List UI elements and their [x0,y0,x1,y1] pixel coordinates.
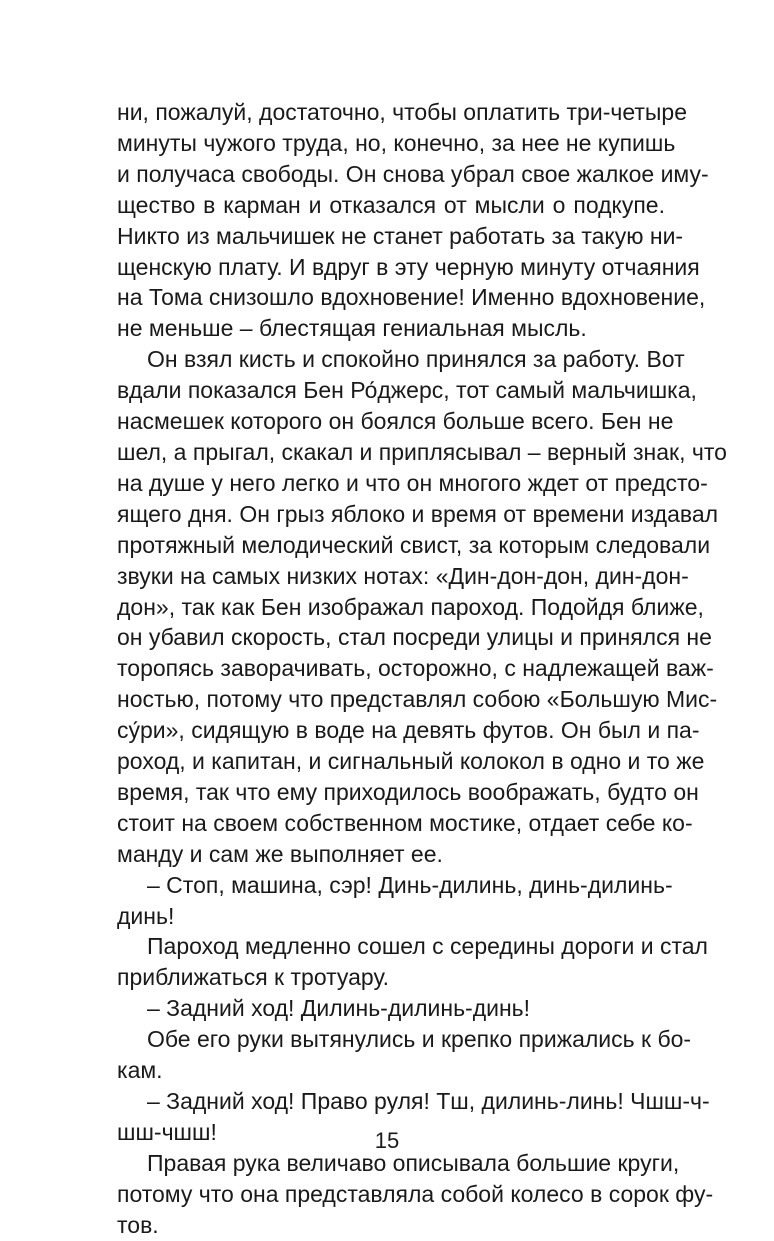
text-line: время, так что ему приходилось воображать, будто он [117,778,699,805]
text-line: не меньше – блестящая гениальная мысль. [117,315,587,342]
text-line: вдали показался Бен Ро́джерс, тот самый мальчишка, [117,377,697,404]
text-line: стоит на своем собственном мостике, отдает себе ко- [117,809,693,836]
text-line: щество в карман и отказался от мысли о подкупе. [117,191,665,218]
paragraph [117,931,708,993]
text-line: – Задний ход! Дилинь-дилинь-динь! [147,995,531,1022]
text-line: Обе его руки вытянулись и крепко прижались к бо- [147,1026,692,1053]
paragraph [117,344,727,869]
text-line: на Тома снизошло вдохновение! Именно вдохновение, [117,284,706,311]
text-line: щенскую плату. И вдруг в эту черную минуту отчаяния [117,253,700,280]
text-line: шел, а прыгал, скакал и приплясывал – верный знак, что [117,438,727,465]
text-line: звуки на самых низких нотах: «Дин-дон-дон, дин-дон- [117,562,689,589]
text-line: Никто из мальчишек не станет работать за такую ни- [117,222,684,249]
text-line: кам. [117,1057,163,1084]
text-line: потому что она представляла собой колесо в сорок фу- [117,1180,714,1207]
text-line: – Стоп, машина, сэр! Динь-дилинь, динь-дилинь- [147,871,673,898]
paragraph [117,1024,692,1086]
text-line: манду и сам же выполняет ее. [117,840,443,867]
text-line: дон», так как Бен изображал пароход. Подойдя ближе, [117,593,704,620]
text-line: торопясь заворачивать, осторожно, с надлежащей важ- [117,655,714,682]
text-line: приближаться к тротуару. [117,964,390,991]
text-line: ностью, потому что представлял собою «Большую Мис- [117,686,718,713]
text-line: на душе у него легко и что он многого ждет от предсто- [117,469,708,496]
text-line: Пароход медленно сошел с середины дороги и стал [147,933,708,960]
text-line: су́ри», сидящую в воде на девять футов. Он был и па- [117,717,700,744]
text-line: протяжный мелодический свист, за которым следовали [117,531,711,558]
paragraph [117,97,709,344]
text-line: роход, и капитан, и сигнальный колокол в одно и то же [117,748,705,775]
page-number: 15 [374,1128,400,1153]
text-line: ящего дня. Он грыз яблоко и время от времени издавал [117,500,719,527]
text-line: Правая рука величаво описывала большие круги, [147,1149,680,1176]
text-line: ни, пожалуй, достаточно, чтобы оплатить три-четыре [117,99,688,125]
text-line: динь! [117,902,175,929]
text-line: и получаса свободы. Он снова убрал свое жалкое иму- [117,160,709,187]
body-text [117,97,727,1241]
paragraph [117,870,673,932]
text-line: минуты чужого труда, но, конечно, за нее не купишь [117,129,676,156]
text-line: – Задний ход! Право руля! Тш, дилинь-линь! Чшш-ч- [147,1088,710,1114]
text-line: насмешек которого он боялся больше всего. Бен не [117,408,674,435]
text-line: шш-чшш! [117,1118,217,1145]
text-line: тов. [117,1211,159,1238]
paragraph [117,993,665,1024]
paragraph [117,1148,714,1241]
text-line: Он взял кисть и спокойно принялся за работу. Вот [147,346,685,373]
text-line: он убавил скорость, стал посреди улицы и принялся не [117,624,712,651]
